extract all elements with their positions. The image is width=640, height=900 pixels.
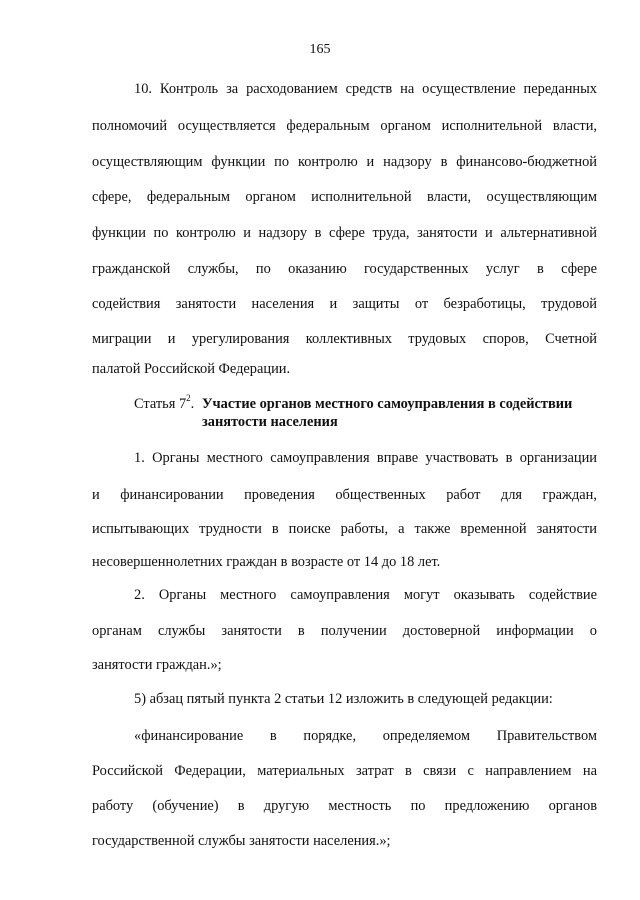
paragraph-line: палатой Российской Федерации. xyxy=(92,361,291,377)
paragraph-line: 5) абзац пятый пункта 2 статьи 12 изложить в следующей редакции: xyxy=(134,691,553,707)
paragraph-line: функции по контролю и надзору в сфере труда, занятости и альтернативной xyxy=(92,225,597,241)
paragraph-line: содействия занятости населения и защиты от безработицы, трудовой xyxy=(92,296,597,312)
paragraph-line: «финансирование в порядке, определяемом Правительством xyxy=(134,728,597,744)
paragraph-line: 1. Органы местного самоуправления вправе участвовать в организации xyxy=(134,450,597,466)
paragraph-line: несовершеннолетних граждан в возрасте от 14 до 18 лет. xyxy=(92,554,441,570)
paragraph-line: работу (обучение) в другую местность по предложению органов xyxy=(92,798,597,814)
paragraph-line: и финансировании проведения общественных работ для граждан, xyxy=(92,487,597,503)
paragraph-line: занятости граждан.»; xyxy=(92,657,222,673)
paragraph-line: испытывающих трудности в поиске работы, а также временной занятости xyxy=(92,521,597,537)
paragraph-line: миграции и урегулирования коллективных трудовых споров, Счетной xyxy=(92,331,597,347)
article-label: Статья $7^2$. xyxy=(134,393,195,412)
paragraph-line: сфере, федеральным органом исполнительной власти, осуществляющим xyxy=(92,189,597,205)
paragraph-line: гражданской службы, по оказанию государственных услуг в сфере xyxy=(92,261,597,277)
paragraph-line: 2. Органы местного самоуправления могут оказывать содействие xyxy=(134,587,597,603)
paragraph-line: Российской Федерации, материальных затрат в связи с направлением на xyxy=(92,763,597,779)
article-heading: Участие органов местного самоуправления в содействии занятости населения xyxy=(202,396,573,430)
paragraph-line: осуществляющим функции по контролю и надзору в финансово-бюджетной xyxy=(92,154,597,170)
paragraph-line: органам службы занятости в получении достоверной информации о xyxy=(92,623,597,639)
paragraph-line: 10. Контроль за расходованием средств на осуществление переданных xyxy=(134,81,597,97)
page-number: 165 xyxy=(309,42,331,57)
paragraph-line: полномочий осуществляется федеральным органом исполнительной власти, xyxy=(92,118,597,134)
paragraph-line: государственной службы занятости населения.»; xyxy=(92,833,391,849)
